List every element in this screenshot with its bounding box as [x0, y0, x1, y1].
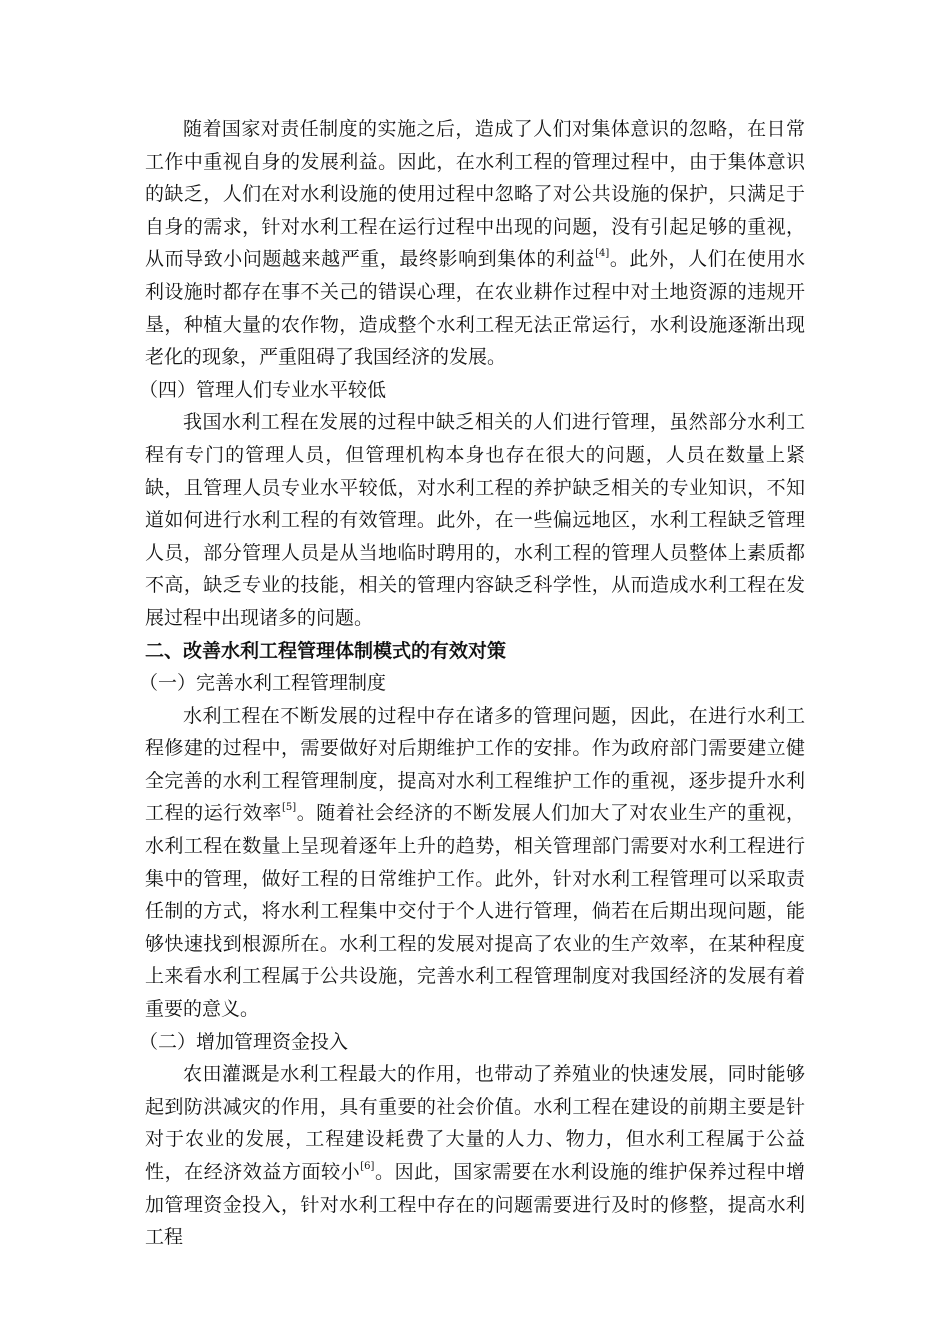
subheading: （一）完善水利工程管理制度 [139, 672, 387, 695]
citation-marker: [4] [595, 248, 610, 260]
citation-marker: [5] [282, 802, 297, 814]
subheading: （二）增加管理资金投入 [139, 1030, 349, 1053]
citation-marker: [6] [360, 1160, 375, 1172]
paragraph-text: 。因此，国家需要在水利设施的维护保养过程中增加管理资金投入，针对水利工程中存在的问题需要进行及时的修整，提高水利工程 [145, 1161, 805, 1249]
body-paragraph [145, 1058, 805, 1254]
paragraph-text: 农田灌溉是水利工程最大的作用，也带动了养殖业的快速发展，同时能够起到防洪减灾的作用，具有重要的社会价值。水利工程在建设的前期主要是针对于农业的发展，工程建设耗费了大量的人力、物力，但水利工程属于公益性，在经济效益方面较小 [145, 1063, 805, 1183]
paragraph-text: 我国水利工程在发展的过程中缺乏相关的人们进行管理，虽然部分水利工程有专门的管理人员，但管理机构本身也存在很大的问题，人员在数量上紧缺，且管理人员专业水平较低，对水利工程的养护缺乏相关的专业知识，不知道如何进行水利工程的有效管理。此外，在一些偏远地区，水利工程缺乏管理人员，部分管理人员是从当地临时聘用的，水利工程的管理人员整体上素质都不高，缺乏专业的技能，相关的管理内容缺乏科学性，从而造成水利工程在发展过程中出现诸多的问题。 [145, 411, 805, 629]
paragraph-text: 。随着社会经济的不断发展人们加大了对农业生产的重视，水利工程在数量上呈现着逐年上升的趋势，相关管理部门需要对水利工程进行集中的管理，做好工程的日常维护工作。此外，针对水利工程管理可以采取责任制的方式，将水利工程集中交付于个人进行管理，倘若在后期出现问题，能够快速找到根源所在。水利工程的发展对提高了农业的生产效率，在某种程度上来看水利工程属于公共设施，完善水利工程管理制度对我国经济的发展有着重要的意义。 [145, 802, 805, 1021]
body-paragraph [145, 113, 805, 374]
paragraph-text: 水利工程在不断发展的过程中存在诸多的管理问题，因此，在进行水利工程修建的过程中，需要做好对后期维护工作的安排。作为政府部门需要建立健全完善的水利工程管理制度，提高对水利工程维护工作的重视，逐步提升水利工程的运行效率 [145, 704, 805, 825]
paragraph-text: 随着国家对责任制度的实施之后，造成了人们对集体意识的忽略，在日常工作中重视自身的发展利益。因此，在水利工程的管理过程中，由于集体意识的缺乏，人们在对水利设施的使用过程中忽略了对公共设施的保护，只满足于自身的需求，针对水利工程在运行过程中出现的问题，没有引起足够的重视，从而导致小问题越来越严重，最终影响到集体的利益 [145, 118, 805, 271]
subheading: （四）管理人们专业水平较低 [139, 378, 387, 401]
paragraph-text: 。此外，人们在使用水利设施时都存在事不关己的错误心理，在农业耕作过程中对土地资源的违规开垦，种植大量的农作物，造成整个水利工程无法正常运行，水利设施逐渐出现老化的现象，严重阻碍了我国经济的发展。 [145, 248, 805, 369]
body-paragraph [145, 406, 805, 634]
document-page [139, 113, 805, 1254]
section-heading: 二、改善水利工程管理体制模式的有效对策 [145, 639, 507, 662]
body-paragraph [145, 700, 805, 1026]
